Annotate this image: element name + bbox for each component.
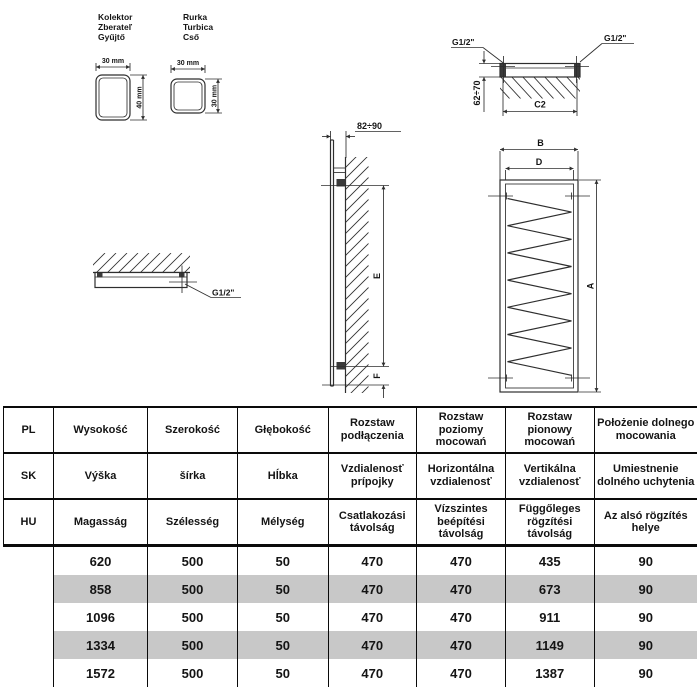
cell-bottom: 90 (594, 631, 698, 659)
cell-vertical: 435 (505, 547, 594, 575)
pipe-width-dim: 30 mm (176, 60, 200, 67)
collector-width-dim: 30 mm (101, 58, 125, 65)
mounting-bolt (97, 273, 103, 278)
header-cell-bottom: Umiestnenie dolného uchytenia (594, 454, 698, 499)
height-dim: A (585, 282, 596, 290)
thread-label-left: G1/2" (452, 37, 475, 47)
header-cell-height: Magasság (53, 500, 147, 544)
table-header-row-sk (3, 452, 697, 499)
header-cell-depth: Mélység (237, 500, 328, 544)
cell-vertical: 1149 (505, 631, 594, 659)
row-lang-spacer (3, 659, 53, 687)
cell-horizontal: 470 (416, 603, 505, 631)
header-cell-bottom: Az alsó rögzítés helye (594, 500, 698, 544)
header-cell-width: Szerokość (147, 408, 237, 452)
header-cell-vertical: Rozstaw pionowy mocowań (505, 408, 594, 452)
cell-height: 1096 (53, 603, 147, 631)
cell-bottom: 90 (594, 575, 698, 603)
top-mount-view (451, 33, 634, 116)
outer-width-dim: B (537, 138, 544, 148)
header-cell-vertical: Függőleges rögzítési távolság (505, 500, 594, 544)
cell-horizontal: 470 (416, 631, 505, 659)
bottom-offset-dim: F (372, 373, 382, 379)
cell-connection: 470 (328, 603, 417, 631)
cell-depth: 50 (237, 603, 328, 631)
header-cell-connection: Vzdialenosť prípojky (328, 454, 417, 499)
header-cell-horizontal: Rozstaw poziomy mocowań (416, 408, 505, 452)
collector-height-dim: 40 mm (136, 86, 144, 109)
cell-width: 500 (147, 603, 237, 631)
header-cell-horizontal: Vízszintes beépítési távolság (416, 500, 505, 544)
table-body (3, 544, 697, 687)
table-row (3, 659, 697, 687)
pipe-height-dim: 30 mm (211, 84, 219, 108)
wall-hatch (84, 253, 204, 274)
pipe-label-line1: Rurka (183, 12, 208, 22)
header-cell-depth: Głębokość (237, 408, 328, 452)
cell-depth: 50 (237, 631, 328, 659)
cell-depth: 50 (237, 575, 328, 603)
depth-offset-dim: 62÷70 (472, 80, 482, 106)
pipe-cross-section (171, 12, 222, 113)
cell-width: 500 (147, 631, 237, 659)
header-cell-width: Szélesség (147, 500, 237, 544)
inner-width-dim: D (535, 157, 543, 167)
collector-cross-section (96, 12, 147, 120)
mounting-bolt (337, 362, 346, 370)
thread-label: G1/2" (212, 287, 235, 298)
header-cell-height: Výška (53, 454, 147, 499)
header-cell-width: šírka (147, 454, 237, 499)
cell-horizontal: 470 (416, 575, 505, 603)
table-row (3, 631, 697, 659)
front-view (488, 138, 601, 392)
table-header-row-hu (3, 498, 697, 544)
wall-section-view (84, 253, 241, 298)
cell-vertical: 911 (505, 603, 594, 631)
header-cell-height: Wysokość (53, 408, 147, 452)
row-lang-spacer (3, 547, 53, 575)
mount-height-dim: E (372, 272, 382, 280)
wall-offset-dim: 82÷90 (357, 121, 382, 131)
cell-connection: 470 (328, 659, 417, 687)
table-lang-hu: HU (3, 500, 53, 544)
cell-depth: 50 (237, 547, 328, 575)
wall-hatch (488, 75, 598, 99)
pipe-label-line3: Cső (183, 32, 200, 42)
row-lang-spacer (3, 575, 53, 603)
table-lang-sk: SK (3, 454, 53, 499)
cell-depth: 50 (237, 659, 328, 687)
collector-label-line1: Kolektor (98, 12, 133, 22)
cell-height: 1572 (53, 659, 147, 687)
thread-label-right: G1/2" (604, 33, 627, 43)
cell-connection: 470 (328, 575, 417, 603)
row-lang-spacer (3, 603, 53, 631)
table-row (3, 575, 697, 603)
cell-width: 500 (147, 659, 237, 687)
cell-bottom: 90 (594, 603, 698, 631)
header-cell-horizontal: Horizontálna vzdialenosť (416, 454, 505, 499)
table-header-row-pl (3, 406, 697, 452)
cell-vertical: 1387 (505, 659, 594, 687)
header-cell-depth: Hĺbka (237, 454, 328, 499)
cell-horizontal: 470 (416, 547, 505, 575)
cell-connection: 470 (328, 547, 417, 575)
cell-height: 1334 (53, 631, 147, 659)
collector-label-line3: Gyűjtő (98, 32, 125, 42)
side-mount-view (321, 121, 401, 406)
collector-label-line2: Zberateľ (98, 22, 132, 32)
header-cell-vertical: Vertikálna vzdialenosť (505, 454, 594, 499)
span-dim: C2 (534, 99, 546, 110)
cell-connection: 470 (328, 631, 417, 659)
pipe-label-line2: Turbica (183, 22, 214, 32)
header-cell-bottom: Położenie dolnego mocowania (594, 408, 698, 452)
table-row (3, 547, 697, 575)
cell-width: 500 (147, 547, 237, 575)
row-lang-spacer (3, 631, 53, 659)
header-cell-connection: Csatlakozási távolság (328, 500, 417, 544)
dimension-table (3, 406, 697, 687)
cell-bottom: 90 (594, 659, 698, 687)
cell-bottom: 90 (594, 547, 698, 575)
cell-horizontal: 470 (416, 659, 505, 687)
header-cell-connection: Rozstaw podłączenia (328, 408, 417, 452)
cell-height: 620 (53, 547, 147, 575)
table-lang-pl: PL (3, 408, 53, 452)
cell-vertical: 673 (505, 575, 594, 603)
table-row (3, 603, 697, 631)
cell-width: 500 (147, 575, 237, 603)
cell-height: 858 (53, 575, 147, 603)
